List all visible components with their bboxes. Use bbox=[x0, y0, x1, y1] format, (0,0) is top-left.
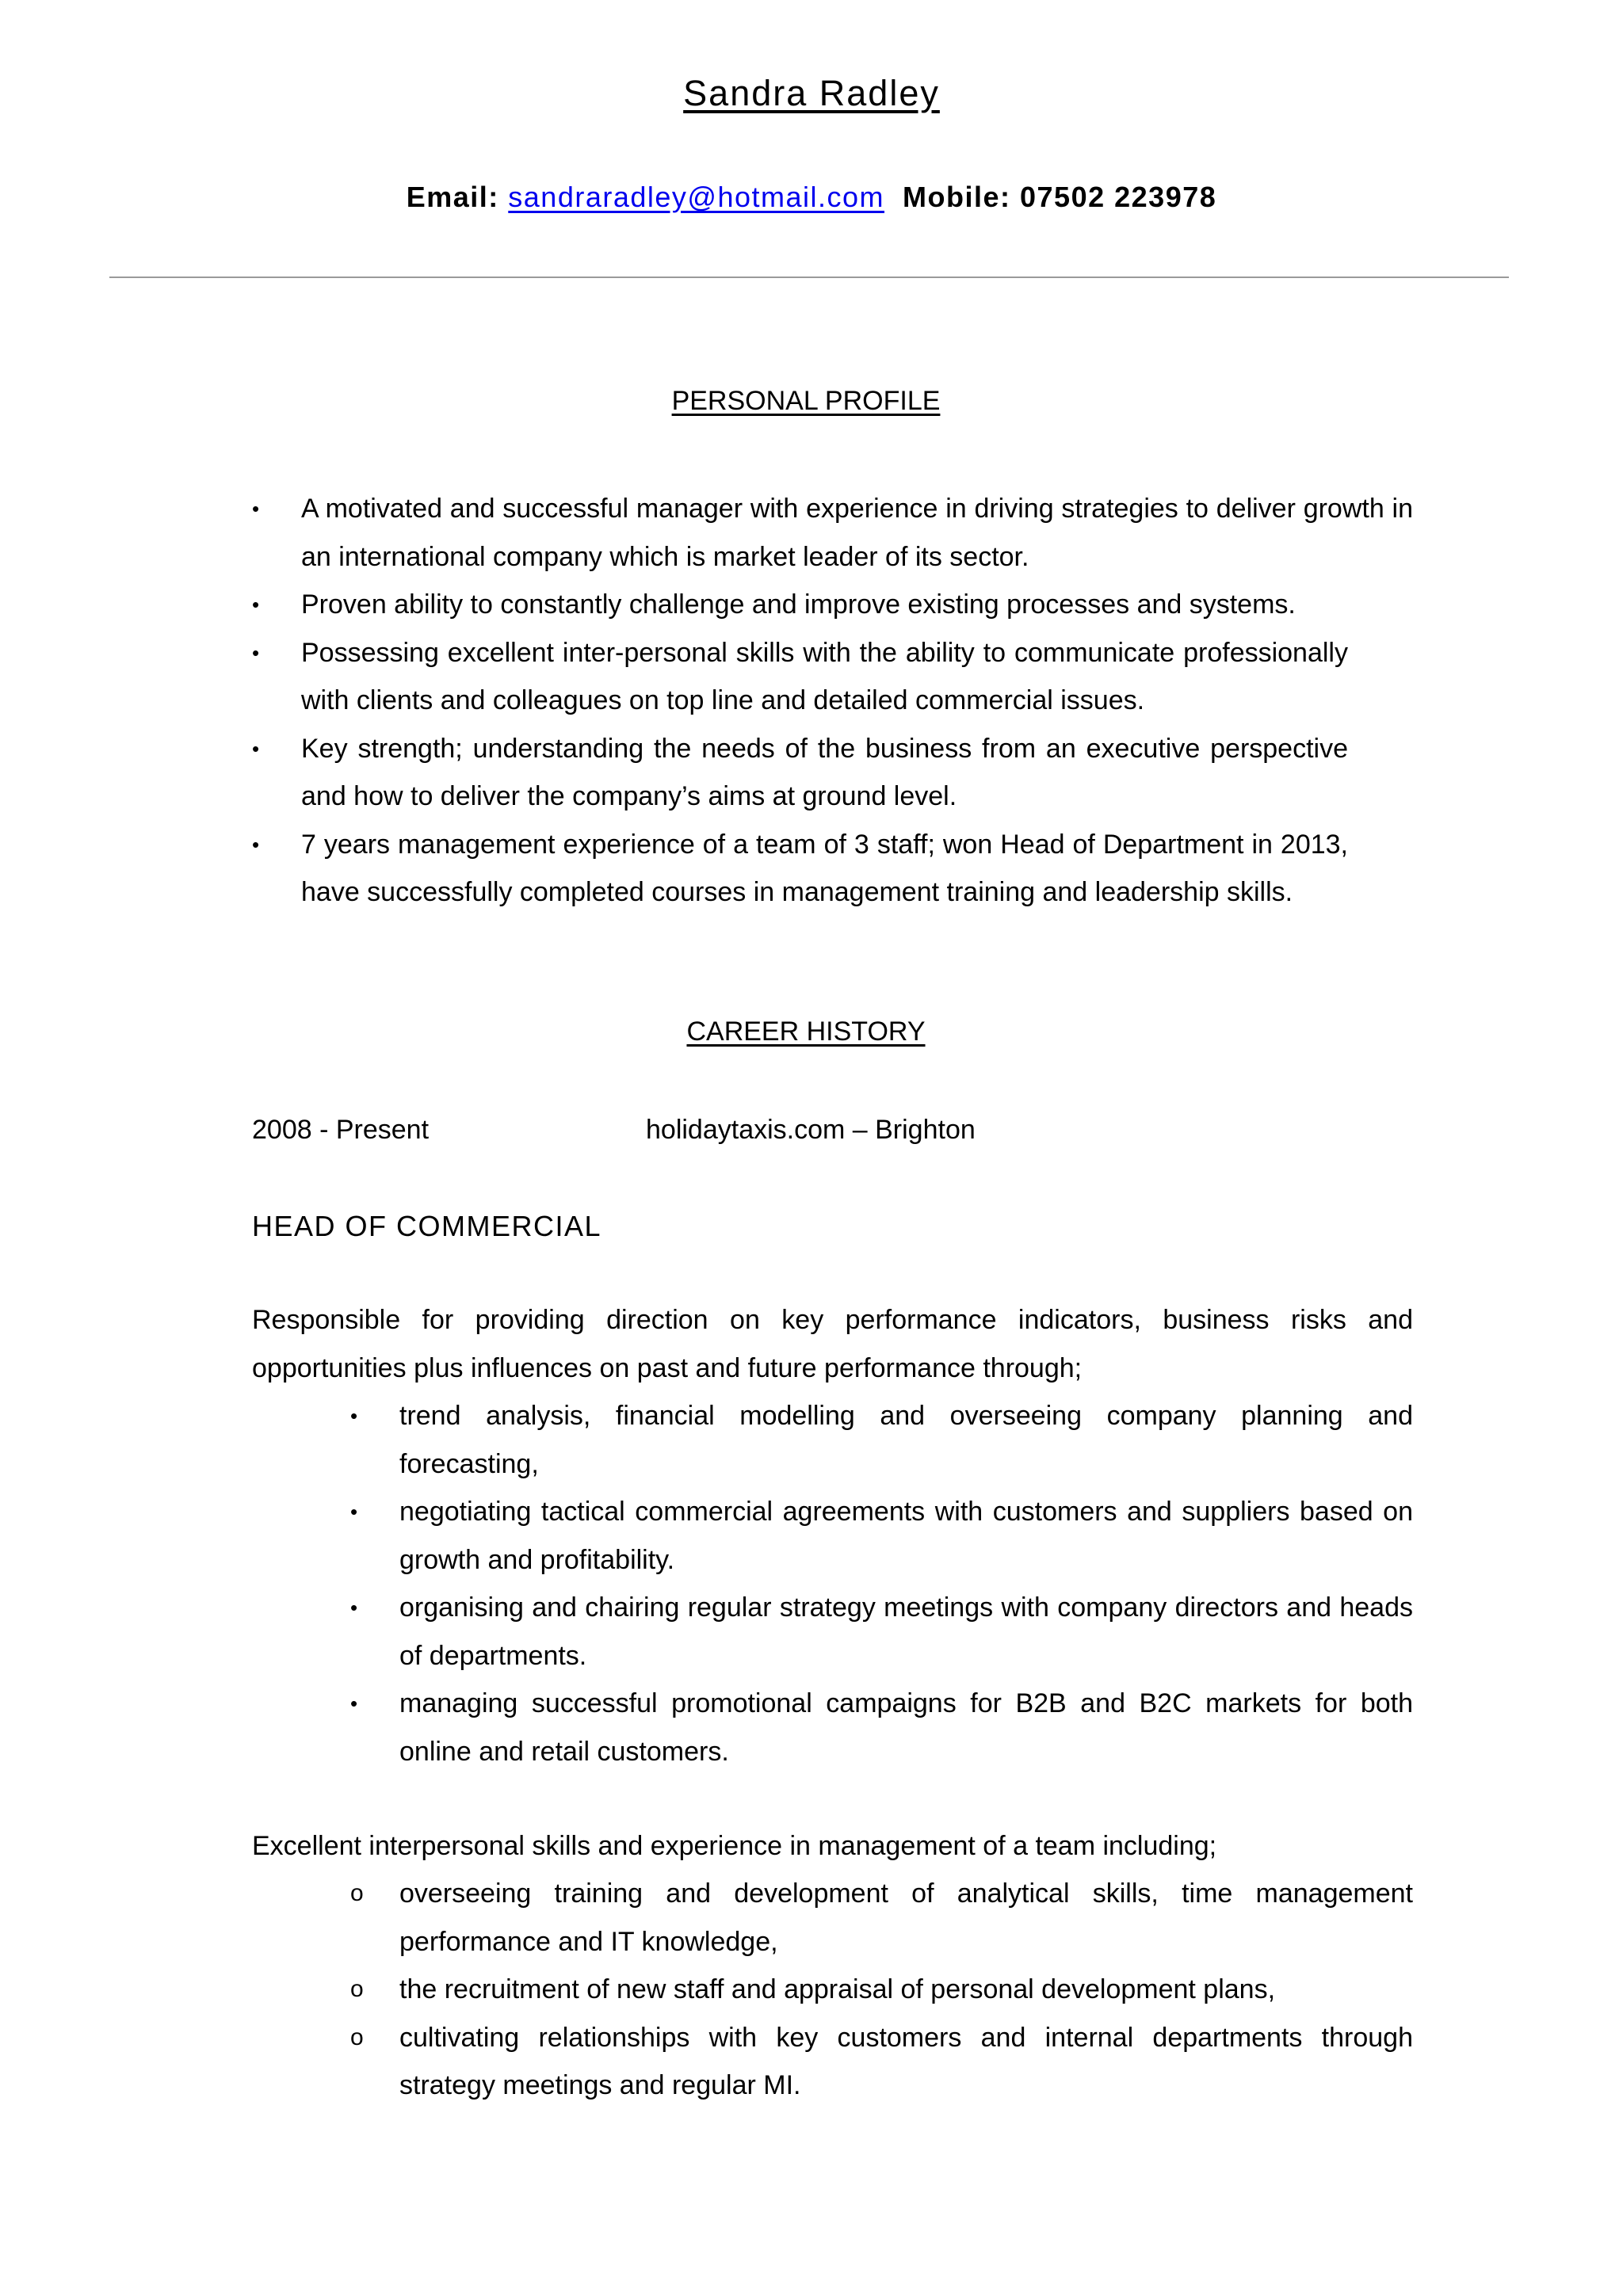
career-years: 2008 - Present bbox=[252, 1115, 430, 1145]
career-history-heading: CAREER HISTORY bbox=[686, 1016, 926, 1047]
profile-item-text: Proven ability to constantly challenge and improve existing processes and systems. bbox=[301, 589, 1296, 620]
profile-item-text: A motivated and successful manager with experience in driving strategies to deliver growth in an international company which is market leader of its sector. bbox=[301, 494, 1413, 572]
responsibility-item-text: negotiating tactical commercial agreements with customers and suppliers based on growth and profitability. bbox=[399, 1497, 1413, 1575]
profile-item-text: Key strength; understanding the needs of the business from an executive perspective and how to deliver the company’s aims at ground level. bbox=[301, 733, 1348, 811]
profile-item bbox=[252, 821, 1348, 917]
responsibility-item-text: managing successful promotional campaigns for B2B and B2C markets for both online and retail customers. bbox=[399, 1688, 1413, 1767]
responsibility-item bbox=[350, 1488, 1413, 1584]
bullet-icon: • bbox=[350, 1691, 358, 1715]
candidate-name: Sandra Radley bbox=[683, 73, 940, 113]
responsibility-intro: Responsible for providing direction on key performance indicators, business risks and opportunities plus influences on past and future performance through; bbox=[252, 1305, 1413, 1383]
skills-item-text: the recruitment of new staff and appraisal of personal development plans, bbox=[399, 1974, 1276, 2004]
responsibility-item-text: trend analysis, financial modelling and overseeing company planning and forecasting, bbox=[399, 1401, 1413, 1479]
bullet-icon: • bbox=[252, 593, 260, 616]
responsibility-item bbox=[350, 1584, 1413, 1680]
profile-item bbox=[252, 485, 1413, 581]
bullet-icon: • bbox=[252, 497, 260, 521]
responsibility-item-text: organising and chairing regular strategy meetings with company directors and heads of departments. bbox=[399, 1592, 1413, 1671]
skills-item-text: overseeing training and development of analytical skills, time management performance and IT knowledge, bbox=[399, 1878, 1413, 1957]
profile-item bbox=[252, 725, 1348, 821]
profile-item-text: Possessing excellent inter-personal skills with the ability to communicate professionally with clients and colleagues on top line and detailed commercial issues. bbox=[301, 637, 1348, 715]
circle-bullet-icon: o bbox=[350, 1976, 364, 2002]
circle-bullet-icon: o bbox=[350, 2023, 364, 2050]
career-company: holidaytaxis.com – Brighton bbox=[646, 1115, 976, 1145]
header-divider bbox=[109, 277, 1509, 278]
bullet-icon: • bbox=[350, 1500, 358, 1524]
bullet-icon: • bbox=[252, 832, 260, 856]
skills-list bbox=[350, 1870, 1413, 2110]
circle-bullet-icon: o bbox=[350, 1880, 364, 1906]
responsibility-item bbox=[350, 1392, 1413, 1488]
job-title: HEAD OF COMMERCIAL bbox=[252, 1210, 602, 1242]
profile-item-text: 7 years management experience of a team of 3 staff; won Head of Department in 2013, have successfully completed courses in management training and leadership skills. bbox=[301, 829, 1348, 907]
skills-item bbox=[350, 1966, 1413, 2014]
bullet-icon: • bbox=[252, 736, 260, 761]
email-link[interactable]: sandraradley@hotmail.com bbox=[508, 181, 885, 213]
bullet-icon: • bbox=[350, 1404, 358, 1428]
skills-intro: Excellent interpersonal skills and experience in management of a team including; bbox=[252, 1831, 1217, 1861]
bullet-icon: • bbox=[252, 640, 260, 665]
contact-line bbox=[0, 181, 1623, 214]
personal-profile-heading: PERSONAL PROFILE bbox=[671, 386, 941, 416]
profile-item bbox=[252, 581, 1348, 629]
responsibility-list bbox=[350, 1392, 1413, 1775]
profile-list bbox=[252, 485, 1413, 917]
skills-item-text: cultivating relationships with key customers and internal departments through strategy meetings and regular MI. bbox=[399, 2022, 1413, 2100]
skills-item bbox=[350, 1870, 1413, 1966]
skills-item bbox=[350, 2014, 1413, 2110]
responsibility-item bbox=[350, 1680, 1413, 1775]
profile-item bbox=[252, 629, 1348, 725]
mobile-number: Mobile: 07502 223978 bbox=[903, 181, 1217, 213]
bullet-icon: • bbox=[350, 1596, 358, 1619]
email-label: Email: bbox=[406, 181, 499, 213]
